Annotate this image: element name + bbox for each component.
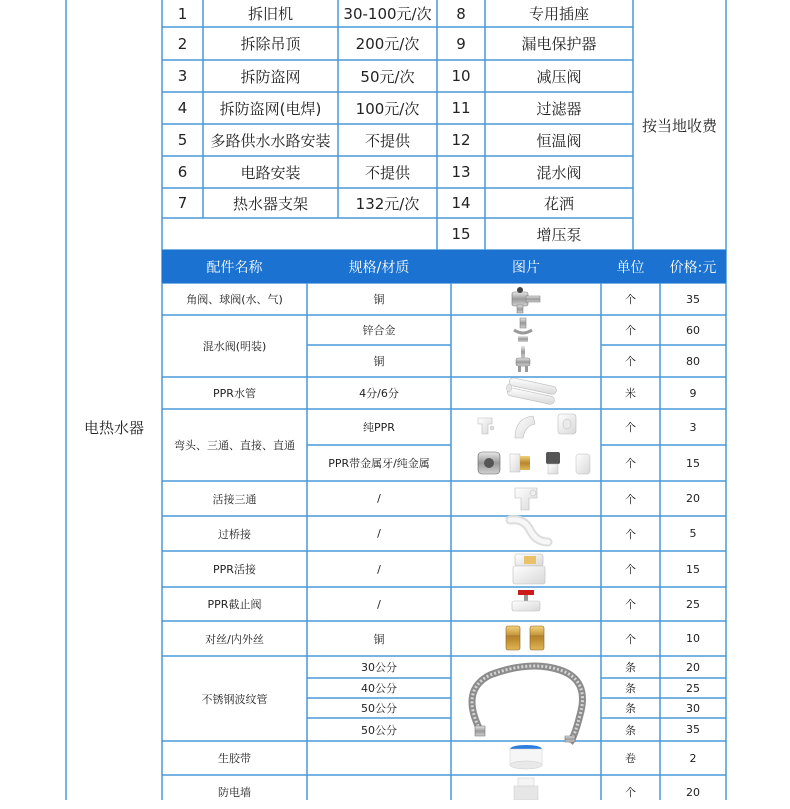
part-price: 80 (686, 354, 700, 368)
row-item: 拆旧机 (247, 5, 293, 23)
part-price: 2 (689, 751, 697, 765)
ppr-union-icon (513, 554, 545, 584)
part-unit: 个 (625, 598, 636, 611)
row-no2: 8 (456, 4, 466, 23)
part-price: 5 (689, 527, 697, 540)
part-spec: 铜 (373, 355, 385, 368)
part-unit: 米 (625, 387, 636, 400)
metal-fitting-icon (478, 452, 590, 474)
part-spec: / (377, 492, 381, 505)
ppr-fitting-icon (478, 414, 576, 438)
part-spec: / (377, 562, 381, 576)
part-price: 25 (686, 681, 700, 695)
row-no2: 11 (451, 99, 471, 117)
header-unit: 单位 (616, 259, 645, 276)
row-no: 3 (177, 67, 188, 85)
row-item: 热水器支架 (232, 194, 308, 213)
part-unit: 个 (625, 293, 636, 306)
part-name: 防电墙 (218, 786, 251, 799)
part-name: 角阀、球阀(水、气) (186, 293, 283, 306)
part-unit: 个 (625, 492, 636, 506)
part-name: PPR水管 (213, 387, 256, 400)
part-spec: 30公分 (361, 661, 397, 674)
part-unit: 条 (625, 702, 636, 715)
row-price: 200元/次 (355, 35, 420, 53)
row-item2: 花洒 (543, 194, 574, 213)
row-item: 多路供水水路安装 (210, 131, 331, 150)
row-no: 6 (177, 163, 188, 181)
part-unit: 个 (625, 457, 636, 470)
part-price: 30 (686, 701, 700, 715)
bridge-bend-icon (510, 520, 548, 542)
part-unit: 个 (625, 355, 636, 368)
part-price: 20 (686, 492, 700, 505)
header-image: 图片 (512, 259, 540, 276)
part-spec: 50公分 (361, 702, 397, 715)
part-spec: 4分/6分 (359, 387, 399, 400)
part-unit: 个 (625, 563, 636, 576)
part-spec: 铜 (373, 293, 385, 306)
part-name: 活接三通 (212, 492, 257, 506)
row-no2: 9 (456, 34, 466, 53)
part-unit: 个 (625, 527, 636, 541)
part-name: 生胶带 (218, 752, 251, 765)
part-spec: / (377, 597, 381, 611)
row-price: 30-100元/次 (343, 5, 432, 23)
part-name: PPR截止阀 (207, 598, 262, 611)
row-no: 7 (177, 194, 188, 212)
local-fee-note: 按当地收费 (641, 116, 717, 135)
part-unit: 个 (625, 421, 636, 434)
anti-shock-wall-icon (514, 778, 538, 800)
row-item2: 专用插座 (528, 5, 589, 23)
part-spec: 50公分 (361, 723, 397, 737)
row-no2: 15 (451, 225, 471, 243)
stop-valve-icon (512, 590, 540, 611)
part-unit: 个 (625, 786, 636, 799)
part-spec: 纯PPR (363, 421, 395, 434)
part-unit: 条 (625, 661, 636, 674)
header-name: 配件名称 (206, 259, 263, 276)
part-price: 15 (686, 562, 700, 576)
part-name: 不锈钢波纹管 (201, 692, 268, 706)
part-name: 混水阀(明装) (202, 340, 267, 353)
part-unit: 个 (625, 324, 636, 337)
part-unit: 个 (625, 632, 636, 646)
part-price: 9 (689, 386, 697, 400)
part-name: PPR活接 (213, 563, 256, 576)
row-item2: 漏电保护器 (521, 35, 597, 53)
row-no: 1 (177, 4, 188, 23)
category-label: 电热水器 (83, 419, 144, 437)
brass-nipple-icon (506, 626, 544, 650)
row-no2: 10 (451, 67, 471, 85)
union-tee-icon (515, 488, 537, 510)
part-price: 35 (686, 292, 700, 306)
part-spec: 40公分 (361, 682, 397, 695)
part-spec: PPR带金属牙/纯金属 (328, 457, 430, 470)
row-item: 拆防盗网(电焊) (219, 99, 322, 118)
mixing-valve-icon (516, 346, 530, 372)
part-price: 60 (686, 323, 700, 337)
angle-valve-icon (512, 287, 540, 313)
row-no: 2 (177, 34, 188, 53)
part-name: 对丝/内外丝 (205, 632, 264, 646)
part-price: 20 (686, 660, 700, 674)
part-unit: 条 (625, 682, 636, 695)
part-name: 弯头、三通、直接、直通 (174, 439, 295, 452)
part-price: 10 (686, 632, 700, 645)
header-spec: 规格/材质 (348, 259, 410, 276)
row-item: 拆防盗网 (240, 67, 301, 86)
part-spec: 铜 (373, 632, 385, 646)
row-no2: 13 (451, 163, 471, 181)
row-item2: 过滤器 (536, 99, 582, 118)
row-price: 不提供 (364, 163, 410, 182)
row-item2: 减压阀 (536, 67, 582, 86)
ptfe-tape-icon (510, 745, 542, 769)
part-unit: 卷 (625, 752, 636, 765)
row-no: 4 (177, 99, 188, 117)
part-unit: 条 (625, 723, 636, 737)
part-price: 3 (689, 420, 697, 434)
part-price: 20 (686, 785, 700, 799)
mixing-valve-icon (514, 318, 532, 342)
row-item: 电路安装 (240, 163, 301, 182)
row-item: 拆除吊顶 (240, 35, 301, 53)
part-price: 35 (686, 723, 700, 736)
part-spec: / (377, 527, 381, 540)
row-item2: 增压泵 (536, 225, 582, 244)
row-no: 5 (177, 131, 188, 149)
row-price: 不提供 (364, 131, 410, 150)
row-price: 132元/次 (355, 194, 420, 213)
row-no2: 12 (451, 131, 471, 149)
part-spec: 锌合金 (362, 324, 396, 337)
part-price: 25 (686, 597, 700, 611)
braided-hose-icon (472, 666, 583, 743)
row-no2: 14 (451, 194, 471, 212)
part-price: 15 (686, 456, 700, 470)
row-item2: 混水阀 (536, 163, 582, 182)
row-price: 50元/次 (360, 67, 415, 86)
ppr-pipe-icon (507, 377, 558, 405)
header-price: 价格:元 (669, 259, 717, 276)
row-price: 100元/次 (355, 99, 420, 118)
part-name: 过桥接 (218, 527, 251, 541)
row-item2: 恒温阀 (536, 131, 582, 150)
